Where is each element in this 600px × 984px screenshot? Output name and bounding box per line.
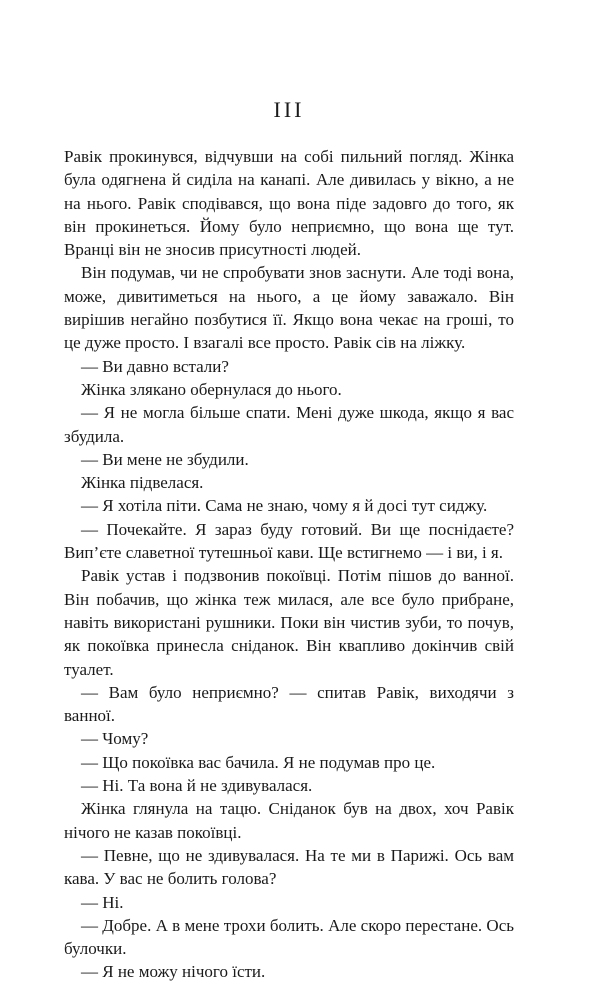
paragraph: Равік прокинувся, відчувши на собі пильний погляд. Жінка була одягнена й сиділа на канапі. Але дивилась у вікно, а не на нього. Равік сподівався, що вона піде задовго до того, як він прокинеться. Йому було неприємно, що вона ще тут. Вранці він не зносив присутності людей.: [64, 147, 514, 260]
dialogue-line: — Почекайте. Я зараз буду готовий. Ви ще поснідаєте? Вип’єте славетної тутешньої кави. Ще встигнемо — і ви, і я.: [64, 519, 514, 563]
dialogue-line: — Чому?: [81, 729, 149, 749]
chapter-title: III: [273, 97, 305, 122]
dialogue-line: — Ви мене не збудили.: [81, 449, 249, 469]
dialogue-line: — Ні. Та вона й не здивувалася.: [81, 776, 313, 796]
dialogue-line: — Ні.: [81, 892, 124, 912]
body-text: [64, 145, 514, 984]
paragraph: Жінка підвелася.: [81, 473, 204, 493]
book-page: [64, 0, 514, 982]
dialogue-line: — Я хотіла піти. Сама не знаю, чому я й досі тут сиджу.: [81, 496, 488, 516]
dialogue-line: — Я не могла більше спати. Мені дуже шкода, якщо я вас збудила.: [64, 403, 514, 446]
paragraph: Равік устав і подзвонив покоївці. Потім пішов до ванної. Він побачив, що жінка теж милася, але все було прибране, навіть використані рушники. Поки він чистив зуби, то почув, як покоївка принесла сніданок. Він квапливо докінчив свій туалет.: [64, 566, 514, 679]
paragraph: Жінка глянула на тацю. Сніданок був на двох, хоч Равік нічого не казав покоївці.: [64, 799, 514, 842]
paragraph: Він подумав, чи не спробувати знов заснути. Але тоді вона, може, дивитиметься на нього, а це йому заважало. Він вирішив негайно позбутися її. Якщо вона чекає на гроші, то це дуже просто. І взагалі все просто. Равік сів на ліжку.: [64, 263, 514, 353]
dialogue-line: — Вам було неприємно? — спитав Равік, виходячи з ванної.: [64, 682, 514, 726]
paragraph: Жінка злякано обернулася до нього.: [81, 379, 342, 399]
dialogue-line: — Я не можу нічого їсти.: [81, 962, 266, 982]
dialogue-line: — Добре. А в мене трохи болить. Але скоро перестане. Ось булочки.: [64, 915, 514, 959]
dialogue-line: — Що покоївка вас бачила. Я не подумав про це.: [81, 752, 436, 772]
dialogue-line: — Певне, що не здивувалася. На те ми в Парижі. Ось вам кава. У вас не болить голова?: [64, 845, 514, 889]
dialogue-line: — Ви давно встали?: [81, 356, 229, 376]
